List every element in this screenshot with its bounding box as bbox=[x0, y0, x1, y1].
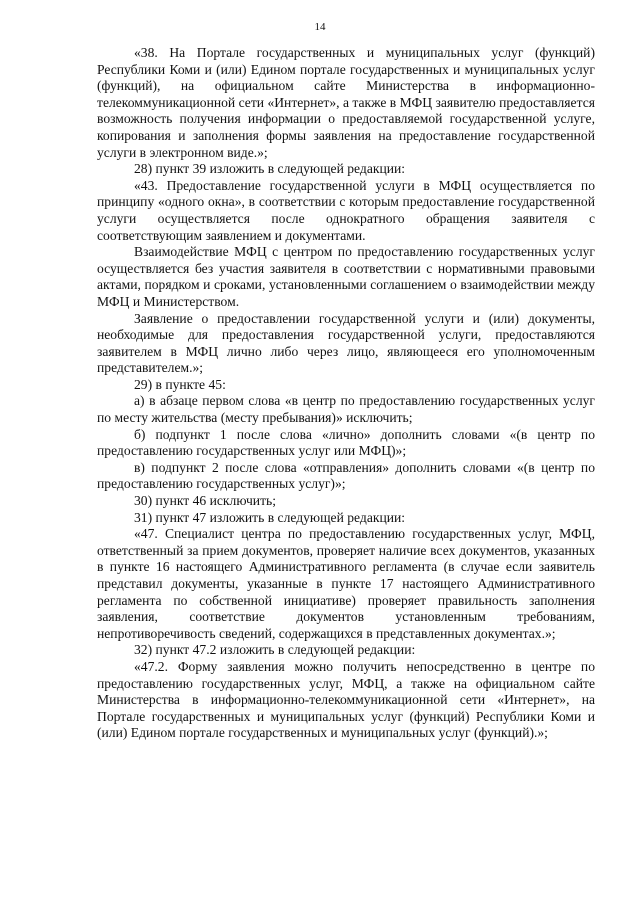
paragraph-application: Заявление о предоставлении государственной услуги и (или) документы, необходимые для предоставления государственной услуги, предоставляются заявителем в МФЦ лично либо через лицо, являющееся его уполномоченным представителем.»; bbox=[97, 310, 595, 376]
paragraph-item-47-2: «47.2. Форму заявления можно получить непосредственно в центре по предоставлению государственных услуг, МФЦ, а также на официальном сайте Министерства в информационно-телекоммуникационной сети «Интернет», на Портале государственных и муниципальных услуг (функций) Республики Коми и (или) Едином портале государственных и муниципальных услуг (функций).»; bbox=[97, 658, 595, 741]
amendment-32: 32) пункт 47.2 изложить в следующей редакции: bbox=[134, 642, 416, 658]
amendment-29: 29) в пункте 45: bbox=[134, 376, 226, 392]
document-body bbox=[97, 45, 595, 742]
paragraph-interaction: Взаимодействие МФЦ с центром по предоставлению государственных услуг осуществляется без участия заявителя в соответствии с нормативными правовыми актами, порядком и сроками, установленными соглашением о взаимодействии между МФЦ и Министерством. bbox=[97, 244, 595, 309]
amendment-29-b: б) подпункт 1 после слова «лично» дополнить словами «(в центр по предоставлению государственных услуг или МФЦ)»; bbox=[97, 426, 595, 459]
amendment-31: 31) пункт 47 изложить в следующей редакции: bbox=[134, 509, 406, 525]
amendment-30: 30) пункт 46 исключить; bbox=[134, 493, 276, 509]
paragraph-item-43: «43. Предоставление государственной услуги в МФЦ осуществляется по принципу «одного окна», в соответствии с которым предоставление государственной услуги осуществляется после однократного обращения заявителя с соответствующим заявлением и документами. bbox=[97, 177, 595, 243]
amendment-29-a: а) в абзаце первом слова «в центр по предоставлению государственных услуг по месту жительства (месту пребывания)» исключить; bbox=[97, 393, 595, 426]
paragraph-item-38: «38. На Портале государственных и муниципальных услуг (функций) Республики Коми и (или) Едином портале государственных и муниципальных услуг (функций), на официальном сайте Министерства в информационно-телекоммуникационной сети «Интернет», а также в МФЦ заявителю предоставляется возможность получения информации о предоставляемой государственной услуге, копирования и заполнения формы заявления на предоставление государственной услуги в электронном виде.»; bbox=[97, 45, 595, 160]
page-number: 14 bbox=[314, 21, 326, 33]
amendment-29-v: в) подпункт 2 после слова «отправления» дополнить словами «(в центр по предоставлению государственных услуг)»; bbox=[97, 459, 595, 492]
amendment-28: 28) пункт 39 изложить в следующей редакции: bbox=[134, 161, 406, 177]
paragraph-item-47: «47. Специалист центра по предоставлению государственных услуг, МФЦ, ответственный за прием документов, проверяет наличие всех документов, указанных в пункте 16 настоящего Административного регламента (в случае если заявитель представил документы, указанные в пункте 17 настоящего Административного регламента по собственной инициативе) проверяет правильность заполнения заявления, соответствие документов установленным требованиям, непротиворечивость сведений, содержащихся в представленных документах.»; bbox=[97, 526, 595, 641]
